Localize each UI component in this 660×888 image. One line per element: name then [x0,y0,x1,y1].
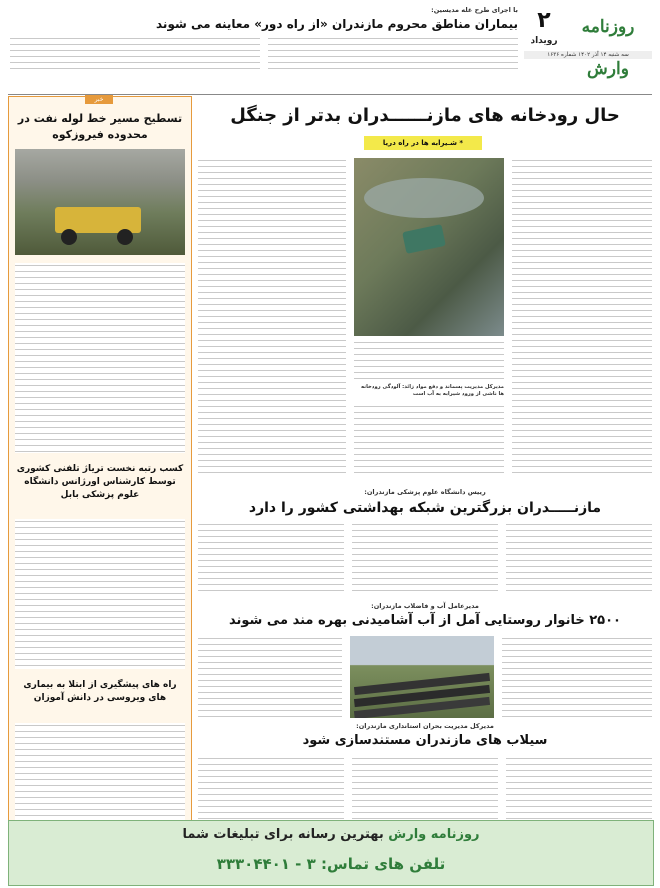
sidebar [8,96,192,868]
ad-tagline-row [9,827,653,842]
hospital-headline: کسب رتبه نخست تریاژ تلفنی کشوری توسط کارشناس اورژانس دانشگاه علوم پزشکی بابل [16,464,184,500]
water-kicker: مدیرعامل آب و فاضلاب مازندران: [371,602,479,610]
health-body-1 [506,522,652,596]
top-story-kicker: با اجرای طرح غله مدیسین: [431,6,518,14]
lead-photo-vehicle [402,224,446,254]
flood-kicker: مدیرکل مدیریت بحران استانداری مازندران: [356,722,494,730]
lead-photo-water [364,178,484,218]
masthead [524,6,652,79]
ad-phone: تلفن های تماس: ۳ - ۳۳۳۰۴۴۰۱ [216,855,446,873]
grader-wheel [61,229,77,245]
lead-body-col-2 [354,404,504,478]
top-story-body-2 [10,36,260,72]
health-story [198,488,652,598]
health-body-2 [352,522,498,596]
water-story [198,602,652,720]
top-story-headline: بیماران مناطق محروم مازندران «از راه دور» معاینه می شوند [156,17,518,31]
lead-body-col-3 [198,158,346,478]
lead-body-col-1 [512,158,652,478]
lead-photo-caption [354,340,504,380]
pipeline-photo [15,149,185,255]
ad-box [8,820,654,886]
health-headline: مازنـــــدران بزرگترین شبکه بهداشتی کشور را دارد [248,500,602,516]
flood-headline: سیلاب های مازندران مستندسازی شود [302,733,548,748]
page-number: ۲ [537,8,551,33]
virus-headline: راه های پیشگیری از ابتلا به بیماری های ویروسی در دانش آموزان [23,680,177,703]
sidebar-badge: خبر [85,95,113,104]
pipeline-headline: تسطیح مسیر خط لوله نفت در محدوده فیروزکوه [17,112,183,141]
health-body-3 [198,522,344,596]
lead-caption: مدیرکل مدیریت پسماند و دفع مواد زائد: آلودگی رودخانه ها ناشی از ورود شیرابه به آب است [361,384,504,397]
masthead-logo: روزنامه وارش [581,17,635,79]
ad-brand: روزنامه وارش [388,827,480,842]
lead-headline: حال رودخانه های مازنــــــدران بدتر از جنگل [230,105,620,126]
ad-tagline: بهترین رسانه برای تبلیغات شما [182,827,384,842]
lead-photo [354,158,504,336]
top-story-body [268,36,518,72]
lead-story [198,100,652,482]
top-story [10,6,518,90]
water-headline: ۲۵۰۰ خانوار روستایی آمل از آب آشامیدنی بهره مند می شوند [228,613,621,628]
section-label: رویداد [530,36,558,46]
health-kicker: رییس دانشگاه علوم پزشکی مازندران: [364,488,486,496]
pipeline-body [15,263,185,453]
grader-wheel-2 [117,229,133,245]
water-body-2 [198,636,342,718]
hospital-body [15,519,185,669]
water-body-1 [502,636,652,718]
issue-line: سه شنبه ۱۴ آذر ۱۴۰۲ شماره ۱۶۳۶ [524,51,652,59]
lead-subhead: * شـیرابه ها در راه دریا [364,136,482,150]
water-photo [350,636,494,718]
